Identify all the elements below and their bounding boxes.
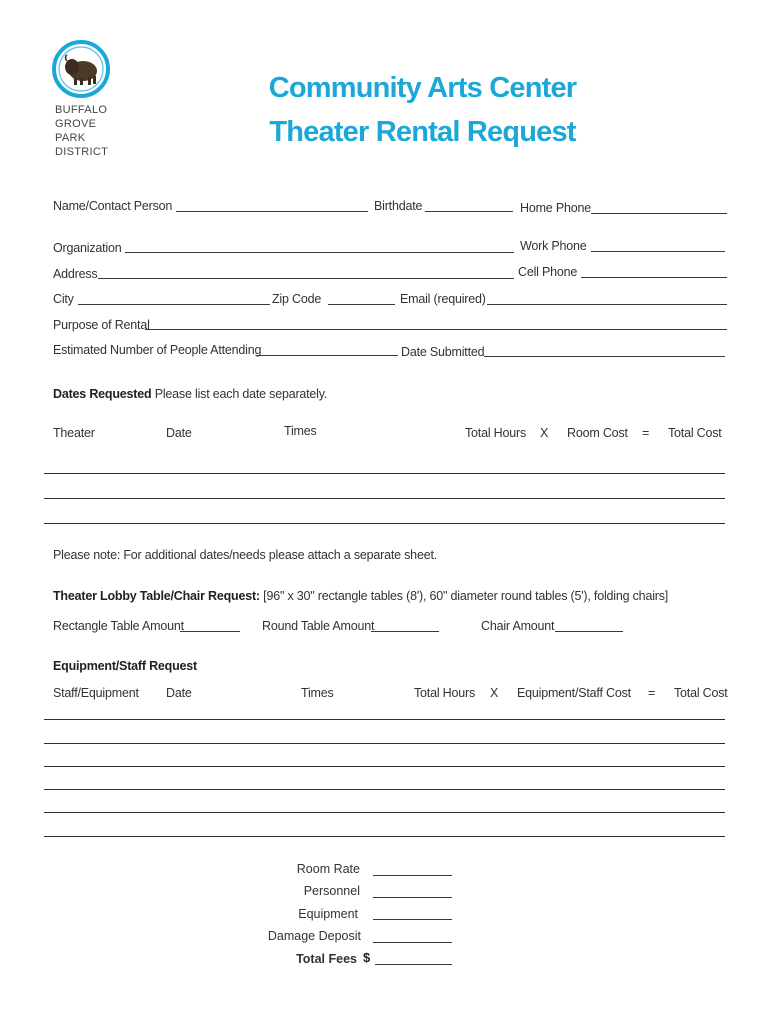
- dates-heading: [53, 387, 327, 401]
- zip-field[interactable]: [328, 304, 395, 305]
- page-title: Community Arts Center: [268, 72, 577, 104]
- total-fees-label: Total Fees: [296, 952, 357, 966]
- total-fees-field[interactable]: [375, 964, 452, 965]
- organization-field[interactable]: [125, 252, 514, 253]
- lobby-detail: [96" x 30" rectangle tables (8'), 60" diameter round tables (5'), folding chairs]: [263, 589, 669, 603]
- damage-deposit-field[interactable]: [373, 942, 452, 943]
- col-theater: Theater: [53, 426, 95, 440]
- attendance-field[interactable]: [257, 355, 398, 356]
- eq-col-multiply: X: [490, 686, 499, 700]
- cell-phone-label: Cell Phone: [518, 265, 578, 279]
- eq-col-total-hours: Total Hours: [414, 686, 476, 700]
- page-subtitle: Theater Rental Request: [269, 116, 576, 148]
- rect-table-label: Rectangle Table Amount: [53, 619, 184, 633]
- equipment-heading: Equipment/Staff Request: [53, 659, 198, 673]
- email-label: Email (required): [400, 292, 486, 306]
- col-equals: =: [642, 426, 650, 440]
- chair-label: Chair Amount: [481, 619, 555, 633]
- purpose-field[interactable]: [145, 329, 727, 330]
- city-field[interactable]: [78, 304, 270, 305]
- col-date: Date: [166, 426, 192, 440]
- col-multiply: X: [540, 426, 549, 440]
- date-entry-line-2[interactable]: [44, 498, 725, 499]
- damage-deposit-label: Damage Deposit: [267, 929, 361, 943]
- dates-instruction: Please list each date separately.: [154, 387, 328, 401]
- purpose-label: Purpose of Rental: [53, 318, 150, 332]
- logo-line-1: BUFFALO: [55, 104, 108, 116]
- col-total-hours: Total Hours: [465, 426, 527, 440]
- date-submitted-label: Date Submitted: [401, 345, 485, 359]
- attendance-label: Estimated Number of People Attending: [53, 343, 262, 357]
- personnel-label: Personnel: [303, 884, 360, 898]
- date-submitted-field[interactable]: [484, 356, 725, 357]
- col-room-cost: Room Cost: [567, 426, 628, 440]
- currency-symbol: $: [363, 950, 371, 965]
- address-label: Address: [53, 267, 98, 281]
- logo-line-4: DISTRICT: [55, 146, 109, 158]
- city-label: City: [53, 292, 74, 306]
- attach-note: Please note: For additional dates/needs please attach a separate sheet.: [53, 548, 437, 562]
- name-label: Name/Contact Person: [53, 199, 173, 213]
- col-times: Times: [284, 424, 317, 438]
- logo-line-3: PARK: [55, 132, 86, 144]
- lobby-heading: [53, 589, 668, 603]
- logo-line-2: GROVE: [55, 118, 97, 130]
- room-rate-label: Room Rate: [296, 862, 360, 876]
- equipment-fee-field[interactable]: [373, 919, 452, 920]
- round-table-label: Round Table Amount: [262, 619, 375, 633]
- dates-heading-label: Dates Requested: [53, 387, 152, 401]
- lobby-heading-label: Theater Lobby Table/Chair Request:: [53, 589, 260, 603]
- birthdate-label: Birthdate: [374, 199, 423, 213]
- eq-col-cost: Equipment/Staff Cost: [517, 686, 631, 700]
- home-phone-label: Home Phone: [520, 201, 591, 215]
- work-phone-label: Work Phone: [520, 239, 587, 253]
- eq-col-staff: Staff/Equipment: [53, 686, 139, 700]
- equipment-entry-line-5[interactable]: [44, 812, 725, 813]
- equipment-entry-line-6[interactable]: [44, 836, 725, 837]
- date-entry-line-1[interactable]: [44, 473, 725, 474]
- eq-col-times: Times: [301, 686, 334, 700]
- work-phone-field[interactable]: [591, 251, 725, 252]
- equipment-entry-line-4[interactable]: [44, 789, 725, 790]
- equipment-entry-line-3[interactable]: [44, 766, 725, 767]
- rect-table-field[interactable]: [180, 631, 240, 632]
- email-field[interactable]: [487, 304, 727, 305]
- birthdate-field[interactable]: [425, 211, 513, 212]
- chair-field[interactable]: [555, 631, 623, 632]
- eq-col-equals: =: [648, 686, 656, 700]
- personnel-field[interactable]: [373, 897, 452, 898]
- round-table-field[interactable]: [371, 631, 439, 632]
- eq-col-date: Date: [166, 686, 192, 700]
- room-rate-field[interactable]: [373, 875, 452, 876]
- eq-col-total-cost: Total Cost: [674, 686, 728, 700]
- date-entry-line-3[interactable]: [44, 523, 725, 524]
- zip-label: Zip Code: [272, 292, 322, 306]
- organization-label: Organization: [53, 241, 122, 255]
- equipment-fee-label: Equipment: [298, 907, 358, 921]
- equipment-entry-line-2[interactable]: [44, 743, 725, 744]
- name-field[interactable]: [176, 211, 368, 212]
- cell-phone-field[interactable]: [581, 277, 727, 278]
- col-total-cost: Total Cost: [668, 426, 722, 440]
- address-field[interactable]: [98, 278, 514, 279]
- home-phone-field[interactable]: [591, 213, 727, 214]
- equipment-entry-line-1[interactable]: [44, 719, 725, 720]
